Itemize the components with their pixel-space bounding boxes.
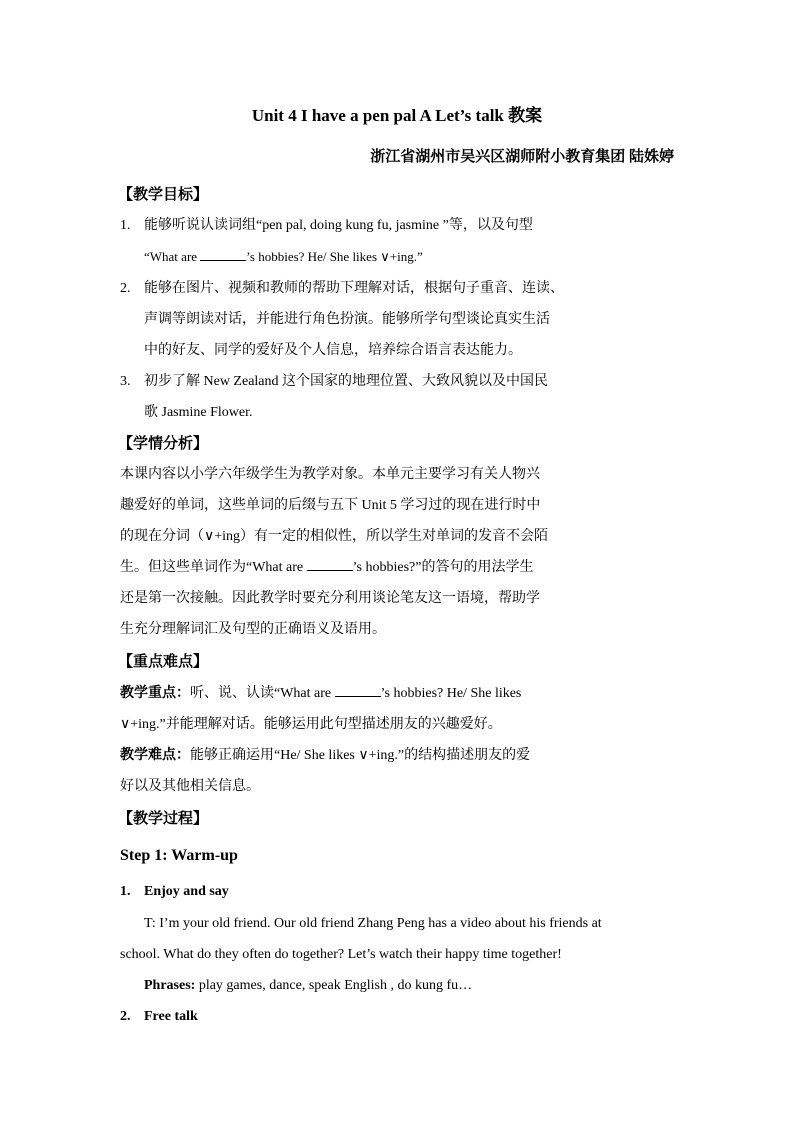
analysis-line-6: 生充分理解词汇及句型的正确语义及语用。 [120, 622, 386, 637]
focus-label: 教学重点： [120, 686, 190, 701]
objective-3-number: 3. [120, 374, 131, 389]
sub-item-2-number: 2. [120, 1009, 131, 1024]
sub-item-2 [120, 1007, 198, 1027]
fill-blank-line [307, 558, 353, 571]
phrases-text: play games, dance, speak English , do kung fu… [195, 978, 473, 993]
objective-1-sentence-start: “What are [144, 249, 201, 264]
paragraph-1-line-2: school. What do they often do together? Let’s watch their happy time together! [120, 947, 562, 962]
analysis-line-4-end: ’s hobbies?”的答句的用法学生 [352, 560, 534, 575]
objective-2-number: 2. [120, 281, 131, 296]
analysis-line-1: 本课内容以小学六年级学生为教学对象。本单元主要学习有关人物兴 [120, 467, 540, 482]
analysis-line-2: 趣爱好的单词，这些单词的后缀与五下 Unit 5 学习过的现在进行时中 [120, 498, 541, 513]
objective-2-line-1 [120, 279, 564, 299]
section-heading-process: 【教学过程】 [118, 811, 209, 827]
difficulty-label: 教学难点： [120, 748, 190, 763]
objective-2-text: 能够在图片、视频和教师的帮助下理解对话，根据句子重音、连读、 [144, 281, 564, 296]
phrases-label: Phrases: [144, 978, 196, 993]
focus-line-1 [120, 684, 521, 704]
analysis-line-4-start: 生。但这些单词作为“What are [120, 560, 307, 575]
objective-1-sentence-end: ’s hobbies? He/ She likes ∨+ing.” [246, 249, 423, 264]
focus-line-2: ∨+ing.”并能理解对话。能够运用此句型描述朋友的兴趣爱好。 [120, 717, 502, 732]
objective-1-text: 能够听说认读词组“pen pal, doing kung fu, jasmine ”等，以及句型 [144, 218, 533, 233]
fill-blank-line [335, 684, 381, 697]
analysis-line-3: 的现在分词（∨+ing）有一定的相似性，所以学生对单词的发音不会陌 [120, 529, 549, 544]
section-heading-keypoints: 【重点难点】 [118, 654, 209, 670]
objective-3-text: 初步了解 New Zealand 这个国家的地理位置、大致风貌以及中国民 [144, 374, 549, 389]
section-heading-analysis: 【学情分析】 [118, 436, 209, 452]
fill-blank-line [200, 248, 246, 261]
analysis-line-5: 还是第一次接触。因此教学时要充分利用谈论笔友这一语境，帮助学 [120, 591, 540, 606]
paragraph-1-line-1: T: I’m your old friend. Our old friend Zhang Peng has a video about his friends at [144, 916, 602, 931]
author-line: 浙江省湖州市吴兴区湖师附小教育集团 陆姝婷 [370, 149, 674, 165]
focus-text-end: ’s hobbies? He/ She likes [380, 686, 522, 701]
objective-3-line-1 [120, 372, 548, 392]
sub-item-1 [120, 882, 229, 902]
objective-2-line-2: 声调等朗读对话，并能进行角色扮演。能够所学句型谈论真实生活 [144, 312, 550, 327]
page-title: Unit 4 I have a pen pal A Let’s talk 教案 [251, 106, 543, 125]
sub-item-1-number: 1. [120, 884, 131, 899]
phrases-line [144, 976, 472, 996]
focus-text-start: 听、说、认读“What are [190, 686, 335, 701]
objective-2-line-3: 中的好友、同学的爱好及个人信息，培养综合语言表达能力。 [144, 343, 522, 358]
difficulty-line-2: 好以及其他相关信息。 [120, 779, 260, 794]
analysis-line-4 [120, 558, 533, 578]
difficulty-line-1 [120, 746, 530, 766]
sub-item-2-title: Free talk [144, 1009, 198, 1024]
difficulty-text: 能够正确运用“He/ She likes ∨+ing.”的结构描述朋友的爱 [190, 748, 531, 763]
objective-1-number: 1. [120, 218, 131, 233]
objective-3-line-2: 歌 Jasmine Flower. [144, 405, 253, 420]
step-1-heading: Step 1: Warm-up [120, 847, 238, 864]
section-heading-objectives: 【教学目标】 [118, 187, 209, 203]
objective-1-line-1 [120, 216, 533, 236]
sub-item-1-title: Enjoy and say [144, 884, 229, 899]
objective-1-line-2 [144, 247, 423, 267]
